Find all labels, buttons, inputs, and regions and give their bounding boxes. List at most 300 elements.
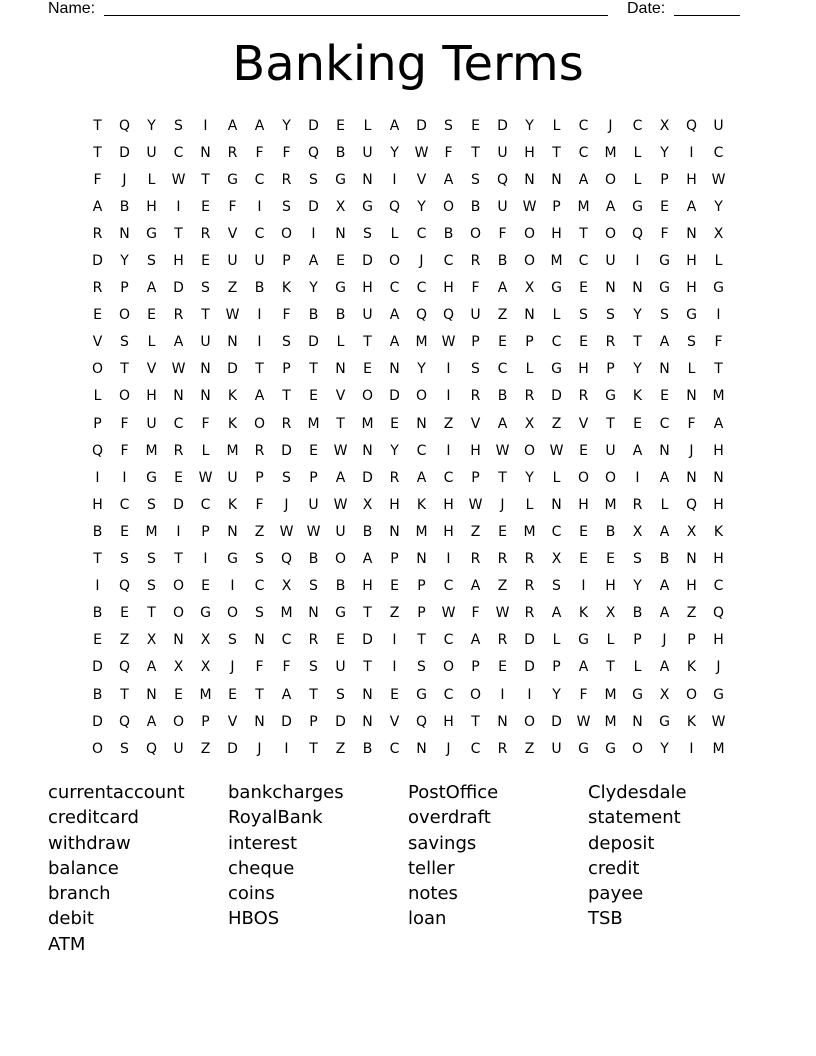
grid-letter: H xyxy=(362,280,373,297)
grid-letter: M xyxy=(604,686,617,703)
grid-letter: E xyxy=(660,388,669,405)
grid-letter: O xyxy=(118,388,131,405)
grid-letter: C xyxy=(578,117,589,134)
grid-letter: K xyxy=(686,713,697,730)
grid-letter: A xyxy=(659,605,670,622)
grid-letter: D xyxy=(389,388,400,405)
grid-letter: V xyxy=(146,361,157,378)
grid-letter: O xyxy=(469,686,482,703)
grid-letter: N xyxy=(551,496,562,513)
grid-letter: P xyxy=(552,659,561,676)
grid-letter: I xyxy=(392,171,397,188)
grid-letter: S xyxy=(282,334,291,351)
grid-letter: A xyxy=(227,117,238,134)
grid-letter: E xyxy=(633,415,642,432)
grid-letter: P xyxy=(201,523,210,540)
grid-letter: Z xyxy=(524,740,535,757)
grid-letter: I xyxy=(716,307,721,324)
grid-letter: W xyxy=(198,469,213,486)
grid-letter: J xyxy=(689,442,694,459)
grid-letter: N xyxy=(227,523,238,540)
grid-letter: I xyxy=(635,253,640,270)
grid-letter: N xyxy=(659,361,670,378)
grid-letter: K xyxy=(632,388,643,405)
grid-letter: L xyxy=(552,117,561,134)
grid-letter: G xyxy=(686,307,697,324)
grid-letter: O xyxy=(91,361,104,378)
word-bank-item: bankcharges xyxy=(228,782,344,803)
grid-letter: O xyxy=(604,469,617,486)
grid-letter: L xyxy=(390,225,399,242)
grid-letter: E xyxy=(201,253,210,270)
grid-letter: J xyxy=(608,117,613,134)
grid-letter: I xyxy=(176,523,181,540)
grid-letter: A xyxy=(497,280,508,297)
grid-letter: C xyxy=(254,225,265,242)
grid-letter: T xyxy=(93,551,102,568)
grid-letter: D xyxy=(308,117,319,134)
grid-letter: Q xyxy=(415,713,428,730)
grid-letter: U xyxy=(227,253,238,270)
grid-letter: T xyxy=(552,144,561,161)
grid-letter: U xyxy=(335,523,346,540)
grid-letter: I xyxy=(311,225,316,242)
grid-letter: F xyxy=(255,659,264,676)
grid-letter: L xyxy=(525,496,534,513)
grid-letter: H xyxy=(443,713,454,730)
grid-letter: A xyxy=(659,523,670,540)
grid-letter: D xyxy=(497,117,508,134)
grid-letter: B xyxy=(119,198,130,215)
grid-letter: L xyxy=(633,171,642,188)
grid-letter: O xyxy=(172,713,185,730)
grid-letter: N xyxy=(686,469,697,486)
grid-letter: O xyxy=(604,225,617,242)
grid-letter: R xyxy=(632,496,643,513)
grid-letter: A xyxy=(713,415,724,432)
grid-letter: I xyxy=(122,469,127,486)
grid-letter: M xyxy=(523,523,536,540)
grid-letter: H xyxy=(362,578,373,595)
grid-letter: H xyxy=(470,442,481,459)
grid-letter: B xyxy=(470,198,481,215)
grid-letter: L xyxy=(606,632,615,649)
grid-letter: L xyxy=(552,632,561,649)
grid-letter: M xyxy=(280,605,293,622)
grid-letter: D xyxy=(362,469,373,486)
grid-letter: C xyxy=(254,171,265,188)
grid-letter: I xyxy=(500,686,505,703)
grid-letter: I xyxy=(689,740,694,757)
grid-letter: T xyxy=(633,334,642,351)
grid-letter: L xyxy=(687,361,696,378)
grid-letter: S xyxy=(147,578,156,595)
grid-letter: K xyxy=(227,388,238,405)
grid-letter: C xyxy=(173,415,184,432)
grid-letter: O xyxy=(523,442,536,459)
grid-letter: X xyxy=(605,605,616,622)
word-bank-item: overdraft xyxy=(408,807,491,829)
worksheet-header xyxy=(48,0,740,18)
grid-letter: S xyxy=(120,334,129,351)
grid-letter: P xyxy=(309,713,318,730)
grid-letter: A xyxy=(389,334,400,351)
grid-letter: T xyxy=(255,361,264,378)
grid-letter: E xyxy=(498,334,507,351)
grid-letter: T xyxy=(498,469,507,486)
grid-letter: L xyxy=(714,253,723,270)
grid-letter: X xyxy=(551,551,562,568)
word-bank-item: payee xyxy=(588,883,644,905)
grid-letter: N xyxy=(686,225,697,242)
grid-letter: C xyxy=(416,442,427,459)
grid-letter: T xyxy=(363,334,372,351)
grid-letter: P xyxy=(525,334,534,351)
grid-letter: C xyxy=(119,496,130,513)
grid-letter: E xyxy=(498,523,507,540)
grid-letter: E xyxy=(471,117,480,134)
grid-letter: N xyxy=(173,632,184,649)
grid-letter: E xyxy=(579,551,588,568)
grid-letter: F xyxy=(255,496,264,513)
grid-letter: K xyxy=(281,280,292,297)
grid-letter: H xyxy=(389,496,400,513)
grid-letter: N xyxy=(119,225,130,242)
grid-letter: M xyxy=(307,415,320,432)
grid-letter: T xyxy=(471,713,480,730)
grid-letter: B xyxy=(362,523,373,540)
grid-letter: G xyxy=(551,280,562,297)
grid-letter: L xyxy=(633,659,642,676)
grid-letter: A xyxy=(632,442,643,459)
grid-letter: B xyxy=(335,144,346,161)
grid-letter: F xyxy=(228,198,237,215)
grid-letter: L xyxy=(147,171,156,188)
grid-letter: K xyxy=(416,496,427,513)
grid-letter: T xyxy=(201,307,210,324)
word-bank-item: coins xyxy=(228,883,275,905)
grid-letter: N xyxy=(686,551,697,568)
grid-letter: K xyxy=(713,523,724,540)
grid-letter: I xyxy=(446,442,451,459)
grid-letter: A xyxy=(389,307,400,324)
grid-letter: A xyxy=(335,469,346,486)
grid-letter: O xyxy=(442,198,455,215)
grid-letter: Q xyxy=(388,198,401,215)
grid-letter: U xyxy=(362,144,373,161)
grid-letter: B xyxy=(308,307,319,324)
grid-letter: H xyxy=(713,496,724,513)
grid-letter: M xyxy=(226,442,239,459)
grid-letter: O xyxy=(631,740,644,757)
grid-letter: D xyxy=(281,713,292,730)
grid-letter: E xyxy=(93,632,102,649)
grid-letter: I xyxy=(257,334,262,351)
grid-letter: W xyxy=(333,496,348,513)
grid-letter: N xyxy=(497,713,508,730)
grid-letter: U xyxy=(335,659,346,676)
grid-letter: W xyxy=(495,442,510,459)
grid-letter: X xyxy=(659,117,670,134)
grid-letter: I xyxy=(446,551,451,568)
grid-letter: E xyxy=(93,307,102,324)
grid-letter: E xyxy=(120,605,129,622)
grid-letter: I xyxy=(257,198,262,215)
grid-letter: Z xyxy=(686,605,697,622)
word-bank-item: creditcard xyxy=(48,807,139,829)
grid-letter: G xyxy=(632,198,643,215)
grid-letter: E xyxy=(309,388,318,405)
grid-letter: S xyxy=(471,361,480,378)
grid-letter: R xyxy=(524,578,535,595)
grid-letter: U xyxy=(497,144,508,161)
grid-letter: S xyxy=(363,225,372,242)
grid-letter: S xyxy=(282,198,291,215)
grid-letter: Q xyxy=(307,144,320,161)
grid-letter: B xyxy=(254,280,265,297)
grid-letter: T xyxy=(174,225,183,242)
grid-letter: H xyxy=(551,225,562,242)
grid-letter: G xyxy=(659,253,670,270)
grid-letter: B xyxy=(632,605,643,622)
grid-letter: E xyxy=(498,659,507,676)
grid-letter: D xyxy=(551,713,562,730)
grid-letter: L xyxy=(552,469,561,486)
grid-letter: N xyxy=(146,686,157,703)
grid-letter: A xyxy=(254,117,265,134)
grid-letter: S xyxy=(660,307,669,324)
grid-letter: R xyxy=(524,605,535,622)
grid-letter: P xyxy=(660,171,669,188)
grid-letter: F xyxy=(579,686,588,703)
grid-letter: V xyxy=(578,415,589,432)
grid-letter: M xyxy=(145,442,158,459)
grid-letter: X xyxy=(200,659,211,676)
grid-letter: T xyxy=(606,659,615,676)
word-bank-item: teller xyxy=(408,857,455,879)
grid-letter: G xyxy=(335,605,346,622)
grid-letter: L xyxy=(336,334,345,351)
grid-letter: O xyxy=(442,659,455,676)
grid-letter: B xyxy=(497,388,508,405)
word-bank-item: RoyalBank xyxy=(228,807,323,829)
grid-letter: C xyxy=(578,253,589,270)
grid-letter: Y xyxy=(633,307,642,324)
grid-letter: W xyxy=(225,307,240,324)
grid-letter: H xyxy=(146,388,157,405)
grid-letter: H xyxy=(92,496,103,513)
grid-letter: T xyxy=(282,388,291,405)
grid-letter: K xyxy=(686,659,697,676)
grid-letter: E xyxy=(660,198,669,215)
word-bank-item: debit xyxy=(48,908,94,930)
grid-letter: H xyxy=(578,361,589,378)
grid-letter: P xyxy=(417,605,426,622)
grid-letter: G xyxy=(578,740,589,757)
grid-letter: I xyxy=(203,551,208,568)
grid-letter: Z xyxy=(389,605,400,622)
grid-letter: Y xyxy=(309,280,318,297)
grid-letter: O xyxy=(388,253,401,270)
grid-letter: F xyxy=(282,659,291,676)
word-bank-item: statement xyxy=(588,807,681,829)
grid-letter: R xyxy=(605,334,616,351)
grid-letter: O xyxy=(172,605,185,622)
grid-letter: A xyxy=(443,171,454,188)
grid-letter: R xyxy=(200,225,211,242)
grid-letter: S xyxy=(471,171,480,188)
grid-letter: Y xyxy=(633,578,642,595)
grid-letter: D xyxy=(173,496,184,513)
grid-letter: O xyxy=(415,388,428,405)
grid-letter: P xyxy=(471,659,480,676)
grid-letter: N xyxy=(416,740,427,757)
grid-letter: C xyxy=(254,578,265,595)
grid-letter: B xyxy=(92,605,103,622)
grid-letter: I xyxy=(230,578,235,595)
grid-letter: Y xyxy=(282,117,291,134)
grid-letter: S xyxy=(417,659,426,676)
grid-letter: N xyxy=(605,280,616,297)
grid-letter: C xyxy=(443,686,454,703)
grid-letter: Y xyxy=(417,361,426,378)
grid-letter: B xyxy=(497,253,508,270)
grid-letter: I xyxy=(257,307,262,324)
grid-letter: J xyxy=(419,253,424,270)
word-bank-item: PostOffice xyxy=(408,782,499,803)
grid-letter: J xyxy=(284,496,289,513)
grid-letter: V xyxy=(92,334,103,351)
grid-letter: M xyxy=(361,415,374,432)
grid-letter: B xyxy=(308,551,319,568)
grid-letter: S xyxy=(255,605,264,622)
grid-letter: X xyxy=(146,632,157,649)
grid-letter: C xyxy=(389,280,400,297)
grid-letter: T xyxy=(255,686,264,703)
grid-letter: G xyxy=(146,225,157,242)
grid-letter: I xyxy=(95,578,100,595)
grid-letter: P xyxy=(606,361,615,378)
grid-letter: Y xyxy=(633,361,642,378)
word-bank-item: TSB xyxy=(588,908,623,930)
grid-letter: S xyxy=(687,334,696,351)
grid-letter: C xyxy=(200,496,211,513)
grid-letter: A xyxy=(173,334,184,351)
grid-letter: N xyxy=(389,361,400,378)
grid-letter: O xyxy=(226,605,239,622)
grid-letter: R xyxy=(92,280,103,297)
grid-letter: X xyxy=(335,198,346,215)
grid-letter: G xyxy=(200,605,211,622)
grid-letter: N xyxy=(362,713,373,730)
grid-letter: S xyxy=(309,578,318,595)
grid-letter: N xyxy=(227,334,238,351)
grid-letter: P xyxy=(471,334,480,351)
grid-letter: D xyxy=(173,280,184,297)
grid-letter: E xyxy=(228,686,237,703)
grid-letter: C xyxy=(416,225,427,242)
grid-letter: A xyxy=(92,198,103,215)
grid-letter: Y xyxy=(390,442,399,459)
grid-letter: Y xyxy=(714,198,723,215)
grid-letter: A xyxy=(308,253,319,270)
grid-letter: U xyxy=(551,740,562,757)
grid-letter: E xyxy=(336,632,345,649)
grid-letter: O xyxy=(253,415,266,432)
grid-letter: E xyxy=(120,523,129,540)
grid-letter: W xyxy=(171,361,186,378)
grid-letter: I xyxy=(392,659,397,676)
grid-letter: Q xyxy=(415,307,428,324)
grid-letter: A xyxy=(362,551,373,568)
grid-letter: Z xyxy=(335,740,346,757)
grid-letter: Z xyxy=(119,632,130,649)
grid-letter: T xyxy=(93,144,102,161)
grid-letter: F xyxy=(282,144,291,161)
grid-letter: S xyxy=(147,551,156,568)
grid-letter: Z xyxy=(443,415,454,432)
grid-letter: Z xyxy=(470,523,481,540)
grid-letter: D xyxy=(92,713,103,730)
grid-letter: F xyxy=(201,415,210,432)
grid-letter: Q xyxy=(118,578,131,595)
grid-letter: V xyxy=(416,171,427,188)
grid-letter: G xyxy=(416,686,427,703)
grid-letter: W xyxy=(522,198,537,215)
grid-letter: T xyxy=(147,605,156,622)
grid-letter: M xyxy=(550,253,563,270)
grid-letter: G xyxy=(713,280,724,297)
grid-letter: H xyxy=(713,442,724,459)
grid-letter: A xyxy=(146,713,157,730)
grid-letter: X xyxy=(173,659,184,676)
grid-letter: H xyxy=(173,253,184,270)
grid-letter: Q xyxy=(685,496,698,513)
word-bank-item: ATM xyxy=(48,933,86,955)
grid-letter: D xyxy=(308,334,319,351)
grid-letter: J xyxy=(230,659,235,676)
grid-letter: K xyxy=(227,496,238,513)
grid-letter: S xyxy=(228,632,237,649)
grid-letter: C xyxy=(578,144,589,161)
grid-letter: G xyxy=(227,551,238,568)
grid-letter: Z xyxy=(551,415,562,432)
grid-letter: T xyxy=(417,632,426,649)
grid-letter: Y xyxy=(525,469,534,486)
grid-letter: Z xyxy=(497,307,508,324)
grid-letter: C xyxy=(713,144,724,161)
grid-letter: H xyxy=(686,171,697,188)
grid-letter: J xyxy=(446,740,451,757)
grid-letter: Q xyxy=(685,117,698,134)
grid-letter: E xyxy=(201,198,210,215)
grid-letter: X xyxy=(200,632,211,649)
grid-letter: M xyxy=(604,496,617,513)
grid-letter: B xyxy=(362,740,373,757)
grid-letter: W xyxy=(306,523,321,540)
grid-letter: U xyxy=(605,253,616,270)
grid-letter: O xyxy=(604,171,617,188)
grid-letter: P xyxy=(201,713,210,730)
grid-letter: I xyxy=(392,632,397,649)
grid-letter: W xyxy=(441,605,456,622)
grid-letter: Q xyxy=(91,442,104,459)
grid-letter: M xyxy=(199,686,212,703)
date-blank-line xyxy=(674,15,740,16)
grid-letter: R xyxy=(524,388,535,405)
grid-letter: T xyxy=(120,361,129,378)
grid-letter: Y xyxy=(660,144,669,161)
